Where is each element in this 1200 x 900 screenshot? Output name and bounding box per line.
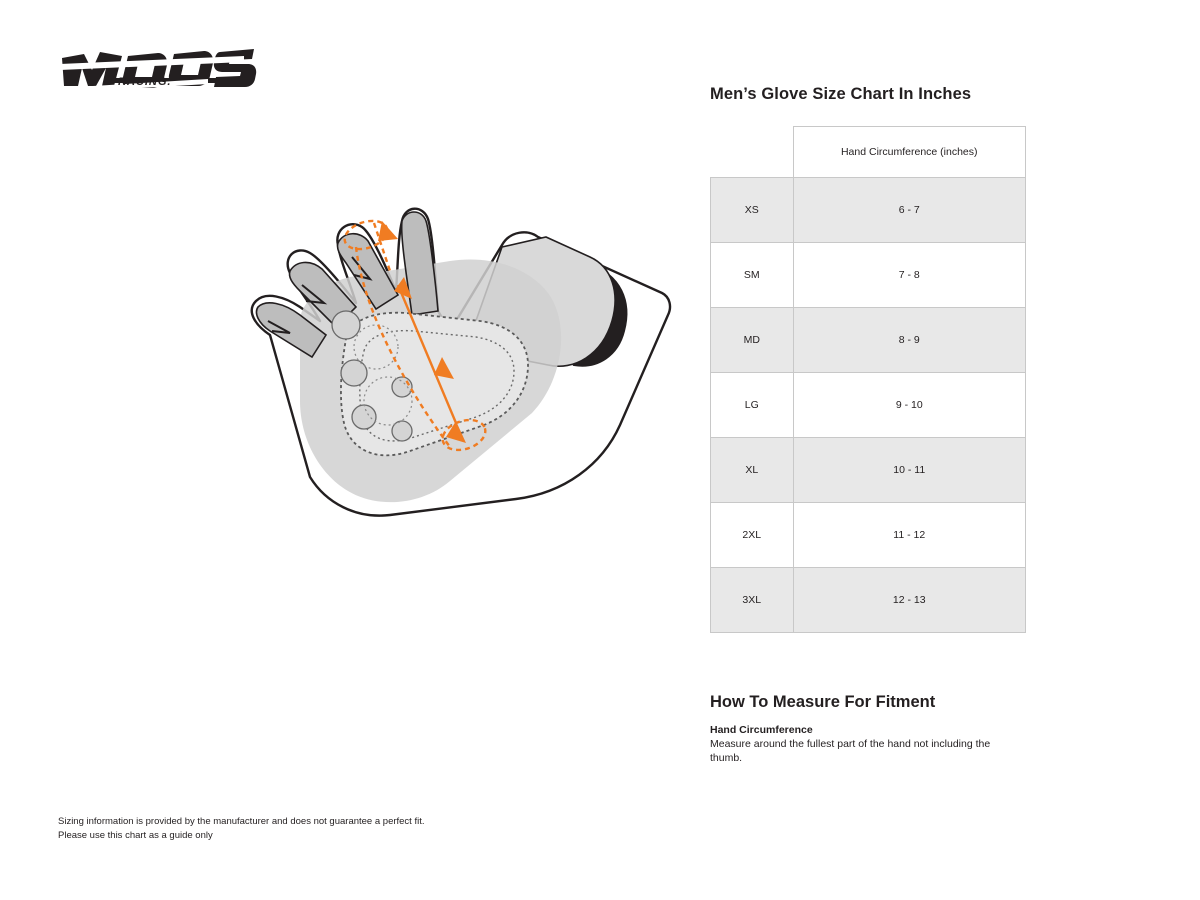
disclaimer-line-2: Please use this chart as a guide only (58, 830, 213, 842)
cell-size: XL (711, 438, 794, 503)
cell-size: LG (711, 373, 794, 438)
table-row (711, 503, 1026, 568)
column-header-hand-circumference: Hand Circumference (inches) (793, 127, 1026, 178)
glove-hand-measurement-diagram-icon (150, 125, 680, 525)
table-row (711, 178, 1026, 243)
cell-size: 3XL (711, 568, 794, 633)
how-to-measure-body: Measure around the fullest part of the hand not including the thumb. (710, 738, 991, 765)
how-to-measure-title: How To Measure For Fitment (710, 693, 936, 711)
disclaimer-line-1: Sizing information is provided by the manufacturer and does not guarantee a perfect fit. (58, 816, 425, 827)
table-row (711, 568, 1026, 633)
cell-circumference: 10 - 11 (793, 438, 1026, 503)
table-header-row (711, 127, 1026, 178)
disclaimer (58, 815, 425, 844)
cell-circumference: 6 - 7 (793, 178, 1026, 243)
cell-circumference: 9 - 10 (793, 373, 1026, 438)
table-corner-cell (711, 127, 794, 178)
cell-circumference: 12 - 13 (793, 568, 1026, 633)
size-chart-panel (710, 85, 1030, 765)
table-row (711, 308, 1026, 373)
cell-size: SM (711, 243, 794, 308)
cell-size: MD (711, 308, 794, 373)
glove-illustration (150, 125, 680, 525)
cell-circumference: 8 - 9 (793, 308, 1026, 373)
table-row (711, 438, 1026, 503)
table-row (711, 243, 1026, 308)
cell-circumference: 11 - 12 (793, 503, 1026, 568)
brand-tagline: RACING. (118, 76, 172, 88)
size-chart-table (710, 126, 1026, 633)
cell-circumference: 7 - 8 (793, 243, 1026, 308)
moose-racing-logo-strike-icon (58, 48, 258, 100)
brand-logo (58, 48, 258, 100)
table-row (711, 373, 1026, 438)
cell-size: XS (711, 178, 794, 243)
page-title: Men’s Glove Size Chart In Inches (710, 85, 972, 103)
cell-size: 2XL (711, 503, 794, 568)
how-to-measure-subtitle: Hand Circumference (710, 724, 813, 736)
